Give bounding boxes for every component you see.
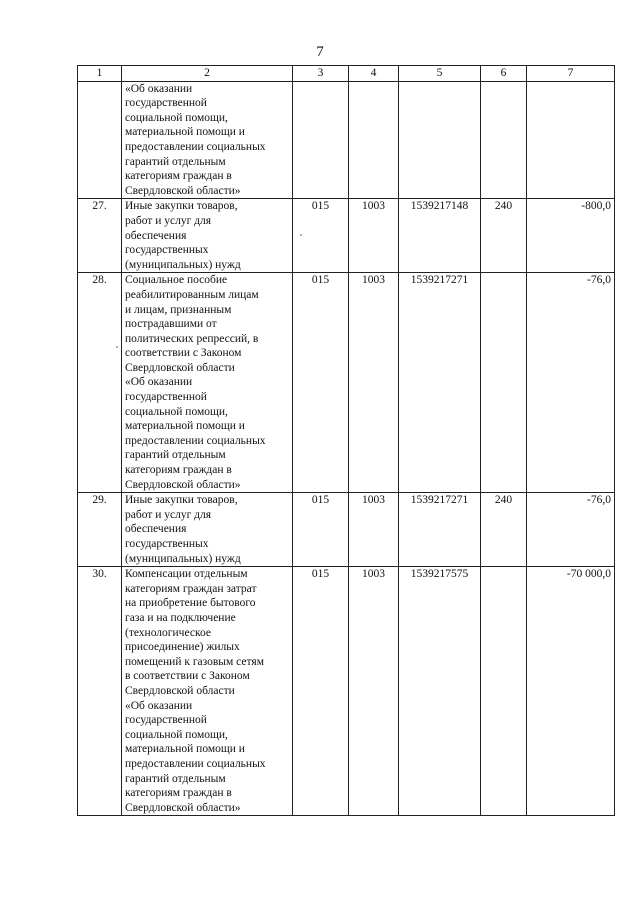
code-expense-type bbox=[481, 81, 527, 199]
amount: -76,0 bbox=[527, 273, 615, 493]
description-line: газа и на подключение bbox=[125, 611, 236, 624]
code-target-article: 1539217575 bbox=[399, 567, 481, 816]
column-header: 5 bbox=[399, 66, 481, 82]
code-target-article: 1539217271 bbox=[399, 273, 481, 493]
description-line: государственной bbox=[125, 714, 207, 727]
row-number: 29. bbox=[78, 493, 122, 567]
description-line: социальной помощи, bbox=[125, 405, 228, 418]
row-description bbox=[122, 493, 293, 567]
code-section: 1003 bbox=[349, 273, 399, 493]
column-header: 6 bbox=[481, 66, 527, 82]
description-line: гарантий отдельным bbox=[125, 449, 226, 462]
table-row bbox=[78, 273, 615, 493]
amount bbox=[527, 81, 615, 199]
description-line: Компенсации отдельным bbox=[125, 568, 248, 581]
description-line: Свердловской области bbox=[125, 684, 235, 697]
description-line: категориям граждан в bbox=[125, 787, 232, 800]
description-line: гарантий отдельным bbox=[125, 155, 226, 168]
code-section bbox=[349, 81, 399, 199]
description-line: предоставлении социальных bbox=[125, 757, 266, 770]
description-line: «Об оказании bbox=[125, 376, 193, 389]
description-line: государственной bbox=[125, 391, 207, 404]
description-line: (муниципальных) нужд bbox=[125, 552, 241, 565]
code-section: 1003 bbox=[349, 199, 399, 273]
description-line: пострадавшими от bbox=[125, 318, 217, 331]
description-line: Свердловской области bbox=[125, 361, 235, 374]
description-line: в соответствии с Законом bbox=[125, 670, 250, 683]
table-row bbox=[78, 493, 615, 567]
description-line: материальной помощи и bbox=[125, 126, 245, 139]
description-line: реабилитированным лицам bbox=[125, 288, 259, 301]
code-expense-type: 240 bbox=[481, 493, 527, 567]
code-expense-type bbox=[481, 273, 527, 493]
description-line: политических репрессий, в bbox=[125, 332, 259, 345]
row-description bbox=[122, 199, 293, 273]
row-number bbox=[78, 81, 122, 199]
description-line: государственной bbox=[125, 97, 207, 110]
code-section: 1003 bbox=[349, 567, 399, 816]
column-header: 4 bbox=[349, 66, 399, 82]
description-line: «Об оказании bbox=[125, 699, 193, 712]
amount: -800,0 bbox=[527, 199, 615, 273]
description-line: обеспечения bbox=[125, 229, 187, 242]
code-ministry bbox=[293, 81, 349, 199]
row-description bbox=[122, 273, 293, 493]
row-description bbox=[122, 81, 293, 199]
description-line: работ и услуг для bbox=[125, 214, 212, 227]
description-line: государственных bbox=[125, 244, 209, 257]
column-header: 2 bbox=[122, 66, 293, 82]
budget-table bbox=[77, 65, 615, 816]
description-line: помещений к газовым сетям bbox=[125, 655, 264, 668]
description-line: материальной помощи и bbox=[125, 420, 245, 433]
column-header: 1 bbox=[78, 66, 122, 82]
code-target-article bbox=[399, 81, 481, 199]
scan-speck bbox=[300, 234, 302, 236]
amount: -70 000,0 bbox=[527, 567, 615, 816]
description-line: материальной помощи и bbox=[125, 743, 245, 756]
row-number: 27. bbox=[78, 199, 122, 273]
description-line: Иные закупки товаров, bbox=[125, 200, 238, 213]
description-line: Свердловской области» bbox=[125, 184, 241, 197]
column-header: 3 bbox=[293, 66, 349, 82]
description-line: Свердловской области» bbox=[125, 478, 241, 491]
description-line: категориям граждан в bbox=[125, 464, 232, 477]
page-number: 7 bbox=[316, 44, 324, 60]
code-section: 1003 bbox=[349, 493, 399, 567]
row-description bbox=[122, 567, 293, 816]
code-ministry: 015 bbox=[293, 199, 349, 273]
description-line: (муниципальных) нужд bbox=[125, 258, 241, 271]
description-line: присоединение) жилых bbox=[125, 641, 240, 654]
code-ministry: 015 bbox=[293, 567, 349, 816]
description-line: Иные закупки товаров, bbox=[125, 494, 238, 507]
description-line: обеспечения bbox=[125, 523, 187, 536]
description-line: Социальное пособие bbox=[125, 274, 228, 287]
code-target-article: 1539217148 bbox=[399, 199, 481, 273]
description-line: предоставлении социальных bbox=[125, 434, 266, 447]
code-expense-type: 240 bbox=[481, 199, 527, 273]
table-row bbox=[78, 199, 615, 273]
description-line: предоставлении социальных bbox=[125, 140, 266, 153]
row-number: 30. bbox=[78, 567, 122, 816]
description-line: работ и услуг для bbox=[125, 508, 212, 521]
description-line: категориям граждан в bbox=[125, 170, 232, 183]
description-line: государственных bbox=[125, 538, 209, 550]
code-target-article: 1539217271 bbox=[399, 493, 481, 567]
code-expense-type bbox=[481, 567, 527, 816]
description-line: социальной помощи, bbox=[125, 111, 228, 124]
table-header-row bbox=[78, 66, 615, 82]
description-line: категориям граждан затрат bbox=[125, 582, 257, 595]
code-ministry: 015 bbox=[293, 493, 349, 567]
table-row bbox=[78, 567, 615, 816]
table-row bbox=[78, 81, 615, 199]
description-line: на приобретение бытового bbox=[125, 597, 256, 610]
code-ministry: 015 bbox=[293, 273, 349, 493]
description-line: гарантий отдельным bbox=[125, 772, 226, 785]
amount: -76,0 bbox=[527, 493, 615, 567]
description-line: (технологическое bbox=[125, 626, 211, 639]
description-line: и лицам, признанным bbox=[125, 303, 232, 316]
description-line: «Об оказании bbox=[125, 82, 193, 95]
description-line: соответствии с Законом bbox=[125, 347, 242, 360]
column-header: 7 bbox=[527, 66, 615, 82]
scan-speck bbox=[116, 346, 118, 348]
description-line: Свердловской области» bbox=[125, 801, 241, 814]
description-line: социальной помощи, bbox=[125, 728, 228, 741]
row-number: 28. bbox=[78, 273, 122, 493]
